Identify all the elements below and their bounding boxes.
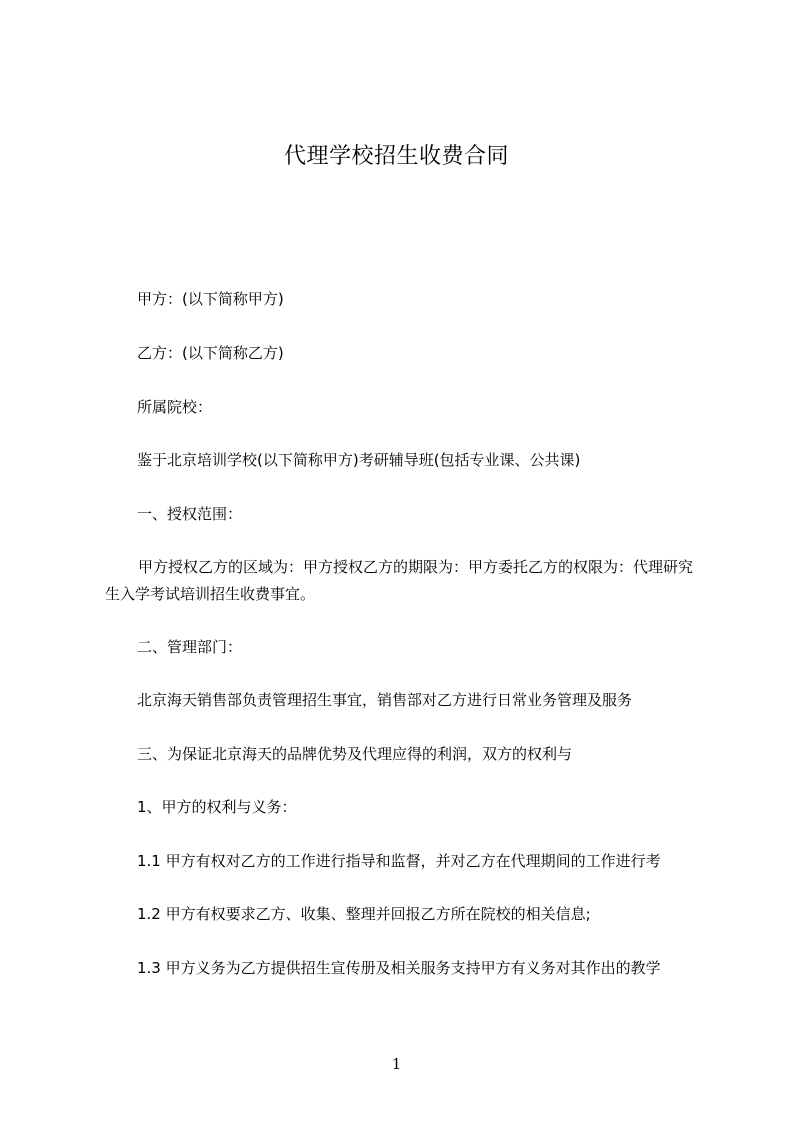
- preamble-paragraph: 鉴于北京培训学校(以下简称甲方)考研辅导班(包括专业课、公共课): [137, 451, 581, 469]
- school-line: 所属院校：: [137, 398, 213, 416]
- party-b-line: 乙方：(以下简称乙方): [137, 344, 284, 362]
- subsection-party-a-rights: 1、甲方的权利与义务：: [137, 798, 297, 816]
- party-a-line: 甲方：(以下简称甲方): [137, 290, 284, 308]
- section-heading-management: 二、管理部门：: [137, 638, 243, 656]
- document-title: 代理学校招生收费合同: [283, 144, 509, 169]
- section-heading-rights: 三、为保证北京海天的品牌优势及代理应得的利润，双方的权利与: [137, 745, 573, 763]
- clause-1-1: 1.1 甲方有权对乙方的工作进行指导和监督，并对乙方在代理期间的工作进行考: [137, 852, 661, 870]
- scope-paragraph: 甲方授权乙方的区域为：甲方授权乙方的期限为：甲方委托乙方的权限为：代理研究生入学考试培训招生收费事宜。: [105, 558, 694, 603]
- clause-1-2: 1.2 甲方有权要求乙方、收集、整理并回报乙方所在院校的相关信息;: [137, 905, 591, 923]
- management-paragraph: 北京海天销售部负责管理招生事宜，销售部对乙方进行日常业务管理及服务: [137, 691, 633, 709]
- page-number: 1: [391, 1055, 402, 1073]
- section-heading-scope: 一、授权范围：: [137, 505, 243, 523]
- clause-1-3: 1.3 甲方义务为乙方提供招生宣传册及相关服务支持甲方有义务对其作出的教学: [137, 959, 661, 977]
